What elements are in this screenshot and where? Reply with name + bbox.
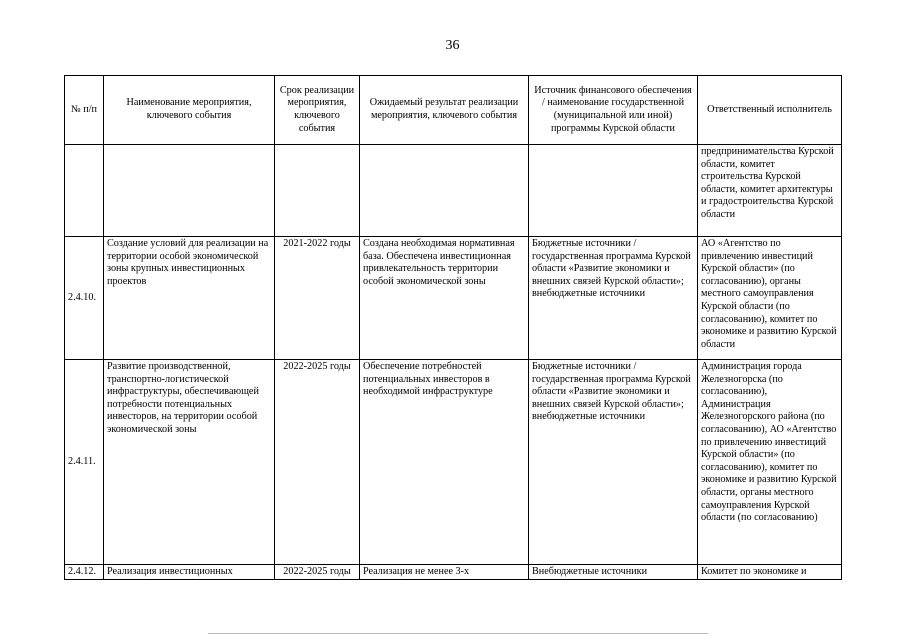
cell-name: Создание условий для реализации на территории особой экономической зоны крупных инвестиционных проектов xyxy=(104,237,275,360)
cell-name xyxy=(104,145,275,237)
header-period: Срок реализации мероприятия, ключевого события xyxy=(275,76,360,145)
table-header-row xyxy=(65,76,842,145)
cell-executor: АО «Агентство по привлечению инвестиций Курской области» (по согласованию), органы местного самоуправления Курской области (по согласованию), комитет по экономике и развитию Курской области xyxy=(698,237,842,360)
table-row xyxy=(65,360,842,565)
header-result: Ожидаемый результат реализации мероприятия, ключевого события xyxy=(360,76,529,145)
cell-executor: предпринимательства Курской области, комитет строительства Курской области, комитет архитектуры и градостроительства Курской области xyxy=(698,145,842,237)
cell-result: Создана необходимая нормативная база. Обеспечена инвестиционная привлекательность территории особой экономической зоны xyxy=(360,237,529,360)
cell-period: 2021-2022 годы xyxy=(275,237,360,360)
table-row xyxy=(65,237,842,360)
cell-result: Реализация не менее 3-х xyxy=(360,565,529,580)
table-row xyxy=(65,565,842,580)
table-row xyxy=(65,145,842,237)
cell-executor: Комитет по экономике и xyxy=(698,565,842,580)
cell-period: 2022-2025 годы xyxy=(275,360,360,565)
cell-source xyxy=(529,145,698,237)
page-number: 36 xyxy=(445,38,460,53)
cell-source: Внебюджетные источники xyxy=(529,565,698,580)
cell-num: 2.4.12. xyxy=(65,565,104,580)
cell-num: 2.4.11. xyxy=(65,360,104,565)
cell-period: 2022-2025 годы xyxy=(275,565,360,580)
cell-source: Бюджетные источники / государственная программа Курской области «Развитие экономики и внешних связей Курской области»; внебюджетные источники xyxy=(529,360,698,565)
cell-source: Бюджетные источники / государственная программа Курской области «Развитие экономики и внешних связей Курской области»; внебюджетные источники xyxy=(529,237,698,360)
header-name: Наименование мероприятия, ключевого события xyxy=(104,76,275,145)
scan-edge-line xyxy=(208,633,708,634)
measures-table xyxy=(64,75,842,580)
cell-name: Развитие производственной, транспортно-логистической инфраструктуры, обеспечивающей потребности потенциальных инвесторов, на территории особой экономической зоны xyxy=(104,360,275,565)
cell-name: Реализация инвестиционных xyxy=(104,565,275,580)
cell-num: 2.4.10. xyxy=(65,237,104,360)
header-executor: Ответственный исполнитель xyxy=(698,76,842,145)
cell-result xyxy=(360,145,529,237)
cell-result: Обеспечение потребностей потенциальных инвесторов в необходимой инфраструктуре xyxy=(360,360,529,565)
header-source: Источник финансового обеспечения / наименование государственной (муниципальной или иной) программы Курской области xyxy=(529,76,698,145)
header-num: № п/п xyxy=(65,76,104,145)
cell-num xyxy=(65,145,104,237)
cell-executor: Администрация города Железногорска (по согласованию), Администрация Железногорского района (по согласованию), АО «Агентство по привлечению инвестиций Курской области» (по согласованию), комитет по экономике и развитию Курской области, органы местного самоуправления Курской области (по согласованию) xyxy=(698,360,842,565)
cell-period xyxy=(275,145,360,237)
